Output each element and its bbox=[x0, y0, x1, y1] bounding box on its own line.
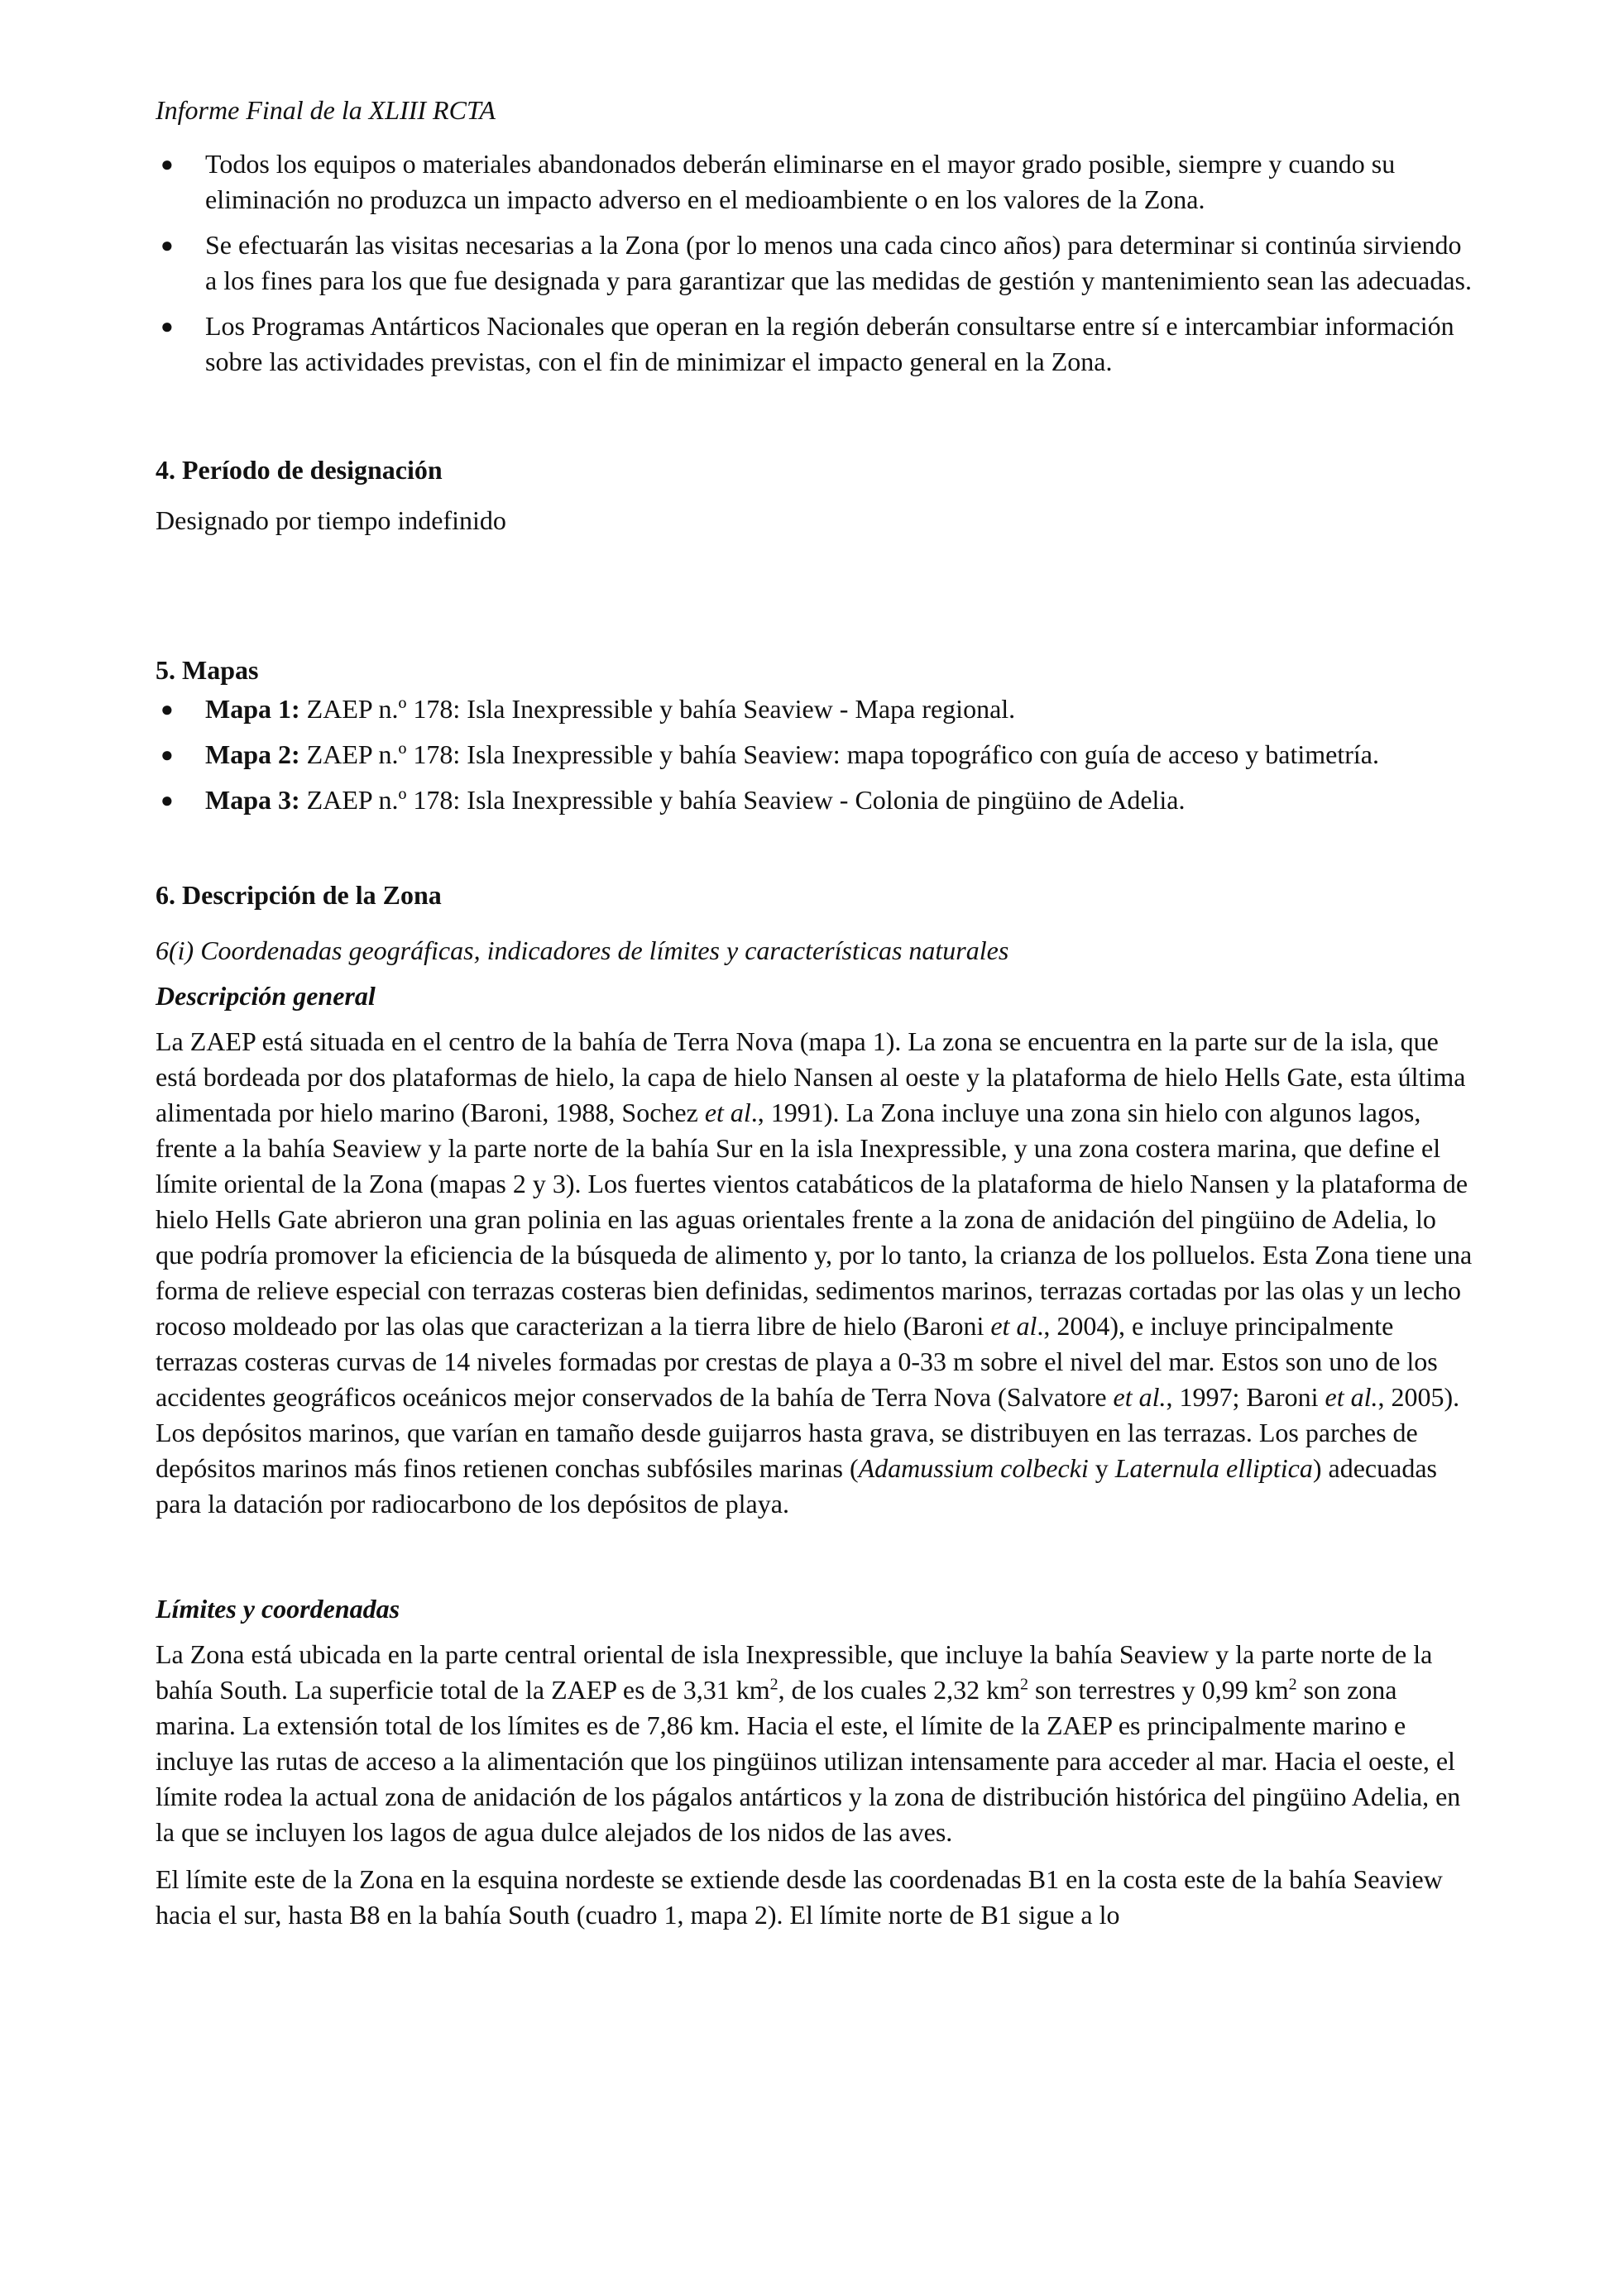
text-run-italic: et al bbox=[704, 1098, 751, 1127]
map-description: ZAEP n.º 178: Isla Inexpressible y bahía Seaview - Mapa regional. bbox=[299, 694, 1016, 724]
bullet-icon: ● bbox=[160, 788, 174, 812]
list-item bbox=[156, 309, 1475, 380]
text-run: , de los cuales 2,32 km bbox=[778, 1675, 1021, 1705]
limits-east-paragraph: El límite este de la Zona en la esquina nordeste se extiende desde las coordenadas B1 en la costa este de la bahía Seaview hacia el sur, hasta B8 en la bahía South (cuadro 1, mapa 2). El límite norte de B1 sigue a lo bbox=[156, 1864, 1443, 1930]
list-item-text: Todos los equipos o materiales abandonados deberán eliminarse en el mayor grado posible, siempre y cuando su eliminación no produzca un impacto adverso en el medioambiente o en los valores de la Zona. bbox=[205, 149, 1396, 214]
list-item bbox=[156, 227, 1475, 299]
text-run: La ZAEP está situada en el centro de la bahía de Terra Nova (mapa 1). La zona se encuentra en la parte sur de la isla, que está bordeada por dos plataformas de hielo, la capa de hielo Nansen al oeste y la plataforma de hielo Hells Gate, esta última alimentada por hielo marino (Baroni, 1988, Sochez bbox=[156, 1026, 1466, 1127]
limits-heading: Límites y coordenadas bbox=[156, 1594, 400, 1624]
text-run-italic: et al. bbox=[1325, 1382, 1378, 1412]
text-run-italic: et al. bbox=[1113, 1382, 1167, 1412]
bullet-icon: ● bbox=[160, 743, 174, 767]
list-item bbox=[156, 691, 1475, 727]
text-run: La Zona está ubicada en la parte central oriental de isla Inexpressible, que incluye la bahía Seaview y la parte norte de la bahía South. La superficie total de la ZAEP es de 3,31 km bbox=[156, 1639, 1433, 1705]
list-item bbox=[156, 737, 1475, 773]
species-name: Adamussium colbecki bbox=[858, 1453, 1089, 1483]
text-run: ) adecuadas para la datación por radiocarbono de los depósitos de playa. bbox=[156, 1453, 1437, 1519]
text-run: ., 1991). La Zona incluye una zona sin hielo con algunos lagos, frente a la bahía Seaview y la parte norte de la bahía Sur en la isla Inexpressible, y una zona costera marina, que define el límite oriental de la Zona (mapas 2 y 3). Los fuertes vientos catabáticos de la plataforma de hielo Nansen y la plataforma de hielo Hells Gate abrieron una gran polinia en las aguas orientales frente a la zona de anidación del pingüino de Adelia, lo que podría promover la eficiencia de la búsqueda de alimento y, por lo tanto, la crianza de los polluelos. Esta Zona tiene una forma de relieve especial con terrazas costeras bien definidas, sedimentos marinos, terrazas cortadas por las olas y un lecho rocoso moldeado por las olas que caracterizan a la tierra libre de hielo (Baroni bbox=[156, 1098, 1473, 1341]
text-run: , 1997; Baroni bbox=[1166, 1382, 1325, 1412]
text-run-italic: et al bbox=[990, 1311, 1037, 1341]
running-header: Informe Final de la XLIII RCTA bbox=[156, 95, 496, 125]
bullet-icon: ● bbox=[160, 314, 174, 338]
limits-paragraph bbox=[156, 1637, 1475, 1850]
species-name: Laternula elliptica bbox=[1114, 1453, 1313, 1483]
page-content bbox=[156, 93, 1475, 1933]
list-item-text: Se efectuarán las visitas necesarias a la Zona (por lo menos una cada cinco años) para determinar si continúa sirviendo a los fines para los que fue designada y para garantizar que las medidas de gestión y mantenimiento sean las adecuadas. bbox=[205, 230, 1472, 295]
bullet-icon: ● bbox=[160, 152, 174, 176]
general-description-paragraph bbox=[156, 1024, 1475, 1522]
text-run: son terrestres y 0,99 km bbox=[1028, 1675, 1289, 1705]
superscript: 2 bbox=[1020, 1675, 1029, 1694]
list-item bbox=[156, 782, 1475, 818]
map-description: ZAEP n.º 178: Isla Inexpressible y bahía Seaview - Colonia de pingüino de Adelia. bbox=[299, 785, 1186, 815]
bullet-icon: ● bbox=[160, 233, 174, 257]
designation-period-text: Designado por tiempo indefinido bbox=[156, 505, 506, 535]
intro-bullet-list bbox=[156, 146, 1475, 380]
maps-list bbox=[156, 691, 1475, 818]
section-5-heading: 5. Mapas bbox=[156, 655, 259, 685]
section-6-heading: 6. Descripción de la Zona bbox=[156, 880, 442, 910]
text-run: son zona marina. La extensión total de los límites es de 7,86 km. Hacia el este, el límite de la ZAEP es principalmente marino e incluye las rutas de acceso a la alimentación que los pingüinos utilizan intensamente para acceder al mar. Hacia el oeste, el límite rodea la actual zona de anidación de los págalos antárticos y la zona de distribución histórica del pingüino Adelia, en la que se incluyen los lagos de agua dulce alejados de los nidos de las aves. bbox=[156, 1675, 1461, 1847]
list-item-text: Los Programas Antárticos Nacionales que operan en la región deberán consultarse entre sí e intercambiar información sobre las actividades previstas, con el fin de minimizar el impacto general en la Zona. bbox=[205, 311, 1454, 376]
section-6i-subheading: 6(i) Coordenadas geográficas, indicadores de límites y características naturales bbox=[156, 935, 1009, 965]
section-4-heading: 4. Período de designación bbox=[156, 455, 443, 485]
map-label: Mapa 1: bbox=[205, 694, 300, 724]
bullet-icon: ● bbox=[160, 697, 174, 721]
superscript: 2 bbox=[769, 1675, 778, 1694]
map-label: Mapa 2: bbox=[205, 739, 300, 769]
map-label: Mapa 3: bbox=[205, 785, 300, 815]
text-run: , 2005). Los depósitos marinos, que varían en tamaño desde guijarros hasta grava, se distribuyen en las terrazas. Los parches de depósitos marinos más finos retienen conchas subfósiles marinas ( bbox=[156, 1382, 1460, 1483]
general-description-heading: Descripción general bbox=[156, 981, 376, 1011]
text-run: y bbox=[1088, 1453, 1115, 1483]
map-description: ZAEP n.º 178: Isla Inexpressible y bahía Seaview: mapa topográfico con guía de acceso y batimetría. bbox=[299, 739, 1379, 769]
text-run: ., 2004), e incluye principalmente terrazas costeras curvas de 14 niveles formadas por crestas de playa a 0-33 m sobre el nivel del mar. Estos son uno de los accidentes geográficos oceánicos mejor conservados de la bahía de Terra Nova (Salvatore bbox=[156, 1311, 1438, 1412]
superscript: 2 bbox=[1288, 1675, 1297, 1694]
list-item bbox=[156, 146, 1475, 218]
